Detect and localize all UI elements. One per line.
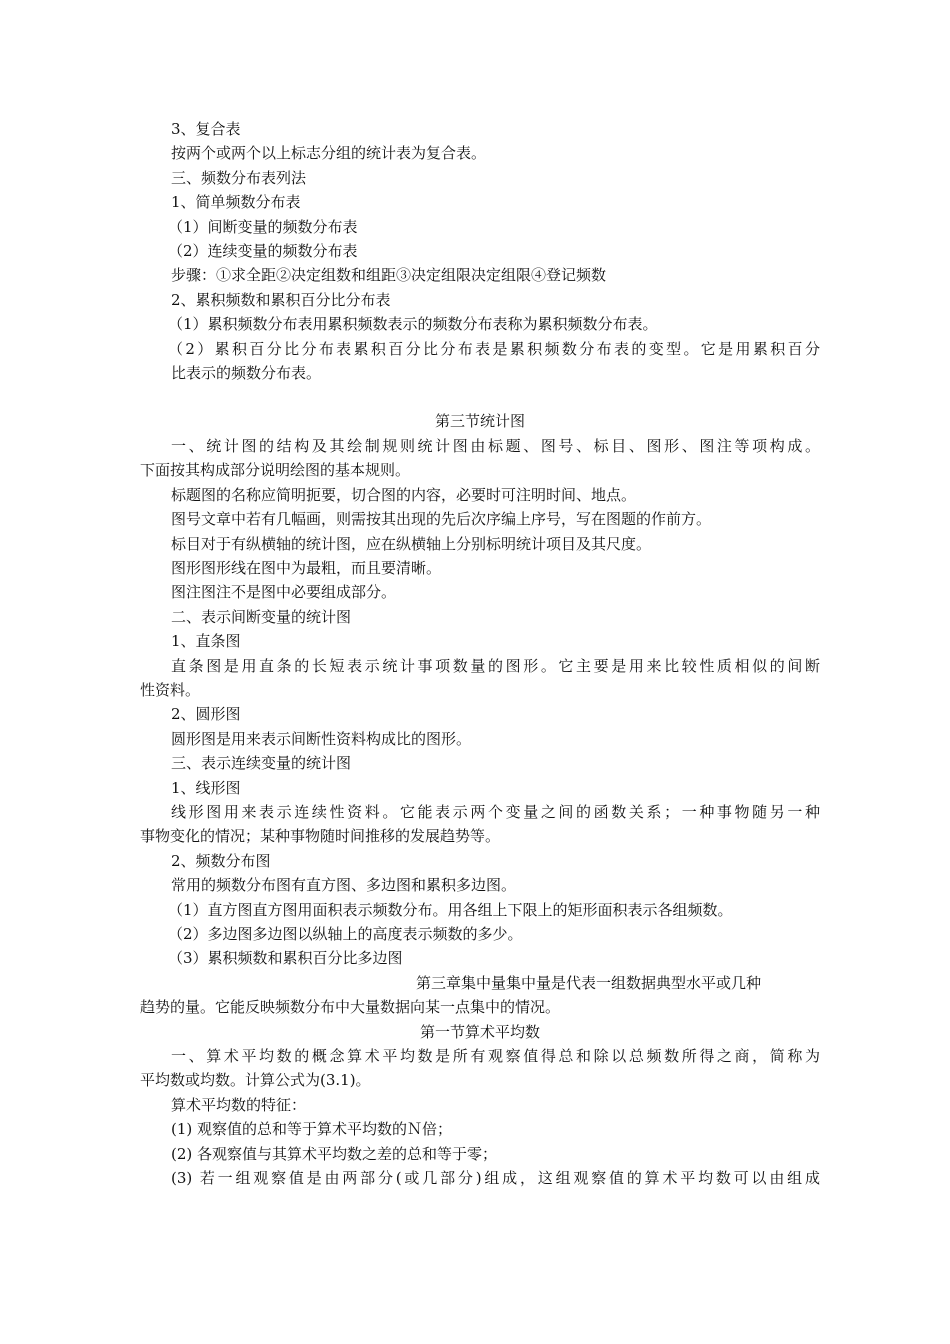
paragraph: 图形图形线在图中为最粗，而且要清晰。 — [171, 558, 442, 577]
subsection-heading: 1、简单频数分布表 — [171, 193, 301, 212]
paragraph-continuation: 性资料。 — [140, 680, 201, 699]
list-item: (1) 观察值的总和等于算术平均数的Ｎ倍； — [171, 1120, 453, 1139]
paragraph-continuation: 趋势的量。它能反映频数分布中大量数据向某一点集中的情况。 — [140, 998, 561, 1017]
section-heading: 三、频数分布表列法 — [171, 168, 307, 187]
section-title: 第一节算术平均数 — [419, 1022, 540, 1041]
paragraph-continuation: 比表示的频数分布表。 — [171, 364, 322, 383]
paragraph: 按两个或两个以上标志分组的统计表为复合表。 — [171, 144, 487, 163]
list-item: （1）累积频数分布表用累积频数表示的频数分布表称为累积频数分布表。 — [168, 315, 658, 334]
subsection-heading: 2、累积频数和累积百分比分布表 — [171, 290, 391, 309]
list-item: （2）连续变量的频数分布表 — [168, 242, 358, 261]
paragraph: 图号文章中若有几幅画，则需按其出现的先后次序编上序号，写在图题的作前方。 — [171, 510, 712, 529]
subsection-heading: 1、直条图 — [171, 632, 241, 651]
section-heading: 三、表示连续变量的统计图 — [171, 754, 352, 773]
paragraph: 步骤：①求全距②决定组数和组距③决定组限决定组限④登记频数 — [171, 266, 607, 285]
spacer — [140, 385, 820, 409]
paragraph: 直条图是用直条的长短表示统计事项数量的图形。它主要是用来比较性质相似的间断 — [171, 656, 820, 675]
chapter-title: 第三章集中量集中量是代表一组数据典型水平或几种 — [416, 973, 762, 992]
list-item: （2）多边图多边图以纵轴上的高度表示频数的多少。 — [168, 925, 523, 943]
list-item: （2）累积百分比分布表累积百分比分布表是累积频数分布表的变型。它是用累积百分 — [168, 339, 820, 358]
list-item: （3）累积频数和累积百分比多边图 — [168, 949, 403, 968]
section-heading: 二、表示间断变量的统计图 — [171, 607, 352, 626]
paragraph: 标目对于有纵横轴的统计图，应在纵横轴上分别标明统计项目及其尺度。 — [171, 534, 652, 553]
paragraph: 标题图的名称应简明扼要，切合图的内容，必要时可注明时间、地点。 — [171, 485, 637, 504]
list-item: （1）间断变量的频数分布表 — [168, 217, 358, 236]
list-item: (2) 各观察值与其算术平均数之差的总和等于零； — [171, 1144, 498, 1163]
subsection-heading: 3、复合表 — [171, 120, 241, 138]
paragraph: 圆形图是用来表示间断性资料构成比的图形。 — [171, 729, 472, 748]
subsection-heading: 1、线形图 — [171, 778, 241, 797]
paragraph: 一、统计图的结构及其绘制规则统计图由标题、图号、标目、图形、图注等项构成。 — [171, 436, 820, 455]
subsection-heading: 2、圆形图 — [171, 705, 241, 724]
paragraph-continuation: 事物变化的情况；某种事物随时间推移的发展趋势等。 — [140, 827, 501, 846]
paragraph: 算术平均数的特征： — [171, 1095, 307, 1114]
subsection-heading: 2、频数分布图 — [171, 851, 271, 870]
document-body — [140, 117, 820, 1190]
paragraph: 常用的频数分布图有直方图、多边图和累积多边图。 — [171, 876, 517, 895]
paragraph: 线形图用来表示连续性资料。它能表示两个变量之间的函数关系；一种事物随另一种 — [171, 802, 820, 821]
list-item: （1）直方图直方图用面积表示频数分布。用各组上下限上的矩形面积表示各组频数。 — [168, 900, 733, 919]
paragraph: 图注图注不是图中必要组成部分。 — [171, 583, 397, 602]
paragraph: 一、算术平均数的概念算术平均数是所有观察值得总和除以总频数所得之商，简称为 — [171, 1047, 820, 1066]
list-item: (3) 若一组观察值是由两部分(或几部分)组成，这组观察值的算术平均数可以由组成 — [171, 1169, 820, 1188]
paragraph-continuation: 平均数或均数。计算公式为(3.1)。 — [140, 1071, 371, 1090]
section-title: 第三节统计图 — [434, 412, 525, 431]
paragraph-continuation: 下面按其构成部分说明绘图的基本规则。 — [140, 461, 411, 480]
